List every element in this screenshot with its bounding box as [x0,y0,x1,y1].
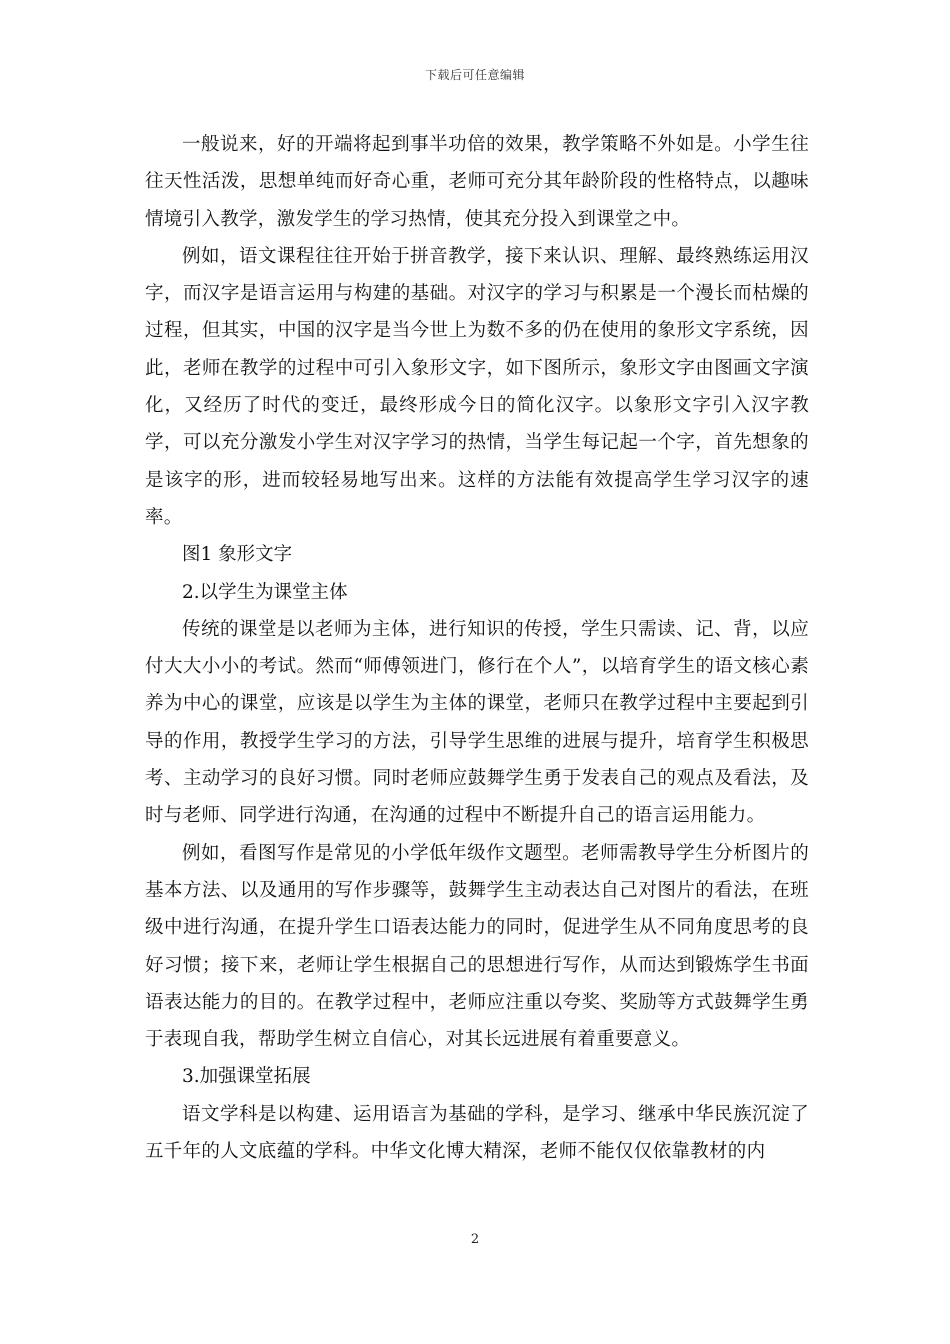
page-number: 2 [470,1232,480,1247]
paragraph-pictograph-example: 例如，语文课程往往开始于拼音教学，接下来认识、理解、最终熟练运用汉字，而汉字是语言运用与构建的基础。对汉字的学习与积累是一个漫长而枯燥的过程，但其实，中国的汉字是当今世上为数不多的仍在使用的象形文字系统，因此，老师在教学的过程中可引入象形文字，如下图所示，象形文字由图画文字演化，又经历了时代的变迁，最终形成今日的简化汉字。以象形文字引入汉字教学，可以充分激发小学生对汉字学习的热情，当学生每记起一个字，首先想象的是该字的形，进而较轻易地写出来。这样的方法能有效提高学生学习汉字的速率。 [145,245,809,528]
paragraph-picture-writing-example: 例如，看图写作是常见的小学低年级作文题型。老师需教导学生分析图片的基本方法、以及通用的写作步骤等，鼓舞学生主动表达自己对图片的看法，在班级中进行沟通，在提升学生口语表达能力的同时，促进学生从不同角度思考的良好习惯；接下来，老师让学生根据自己的思想进行写作，从而达到锻炼学生书面语表达能力的目的。在教学过程中，老师应注重以夸奖、奖励等方式鼓舞学生勇于表现自我，帮助学生树立自信心，对其长远进展有着重要意义。 [145,842,809,1051]
figure-caption: 图1 象形文字 [182,544,293,566]
section-heading-student-centered: 2.以学生为课堂主体 [182,581,348,603]
document-body [145,126,809,1170]
paragraph-classroom-extension: 语文学科是以构建、运用语言为基础的学科，是学习、继承中华民族沉淀了五千年的人文底蕴的学科。中华文化博大精深，老师不能仅仅依靠教材的内 [145,1103,809,1163]
paragraph-intro: 一般说来，好的开端将起到事半功倍的效果，教学策略不外如是。小学生往往天性活泼，思想单纯而好奇心重，老师可充分其年龄阶段的性格特点，以趣味情境引入教学，激发学生的学习热情，使其充分投入到课堂之中。 [145,134,809,230]
paragraph-student-centered: 传统的课堂是以老师为主体，进行知识的传授，学生只需读、记、背，以应付大大小小的考试。然而“师傅领进门，修行在个人”，以培育学生的语文核心素养为中心的课堂，应该是以学生为主体的课堂，老师只在教学过程中主要起到引导的作用，教授学生学习的方法，引导学生思维的进展与提升，培育学生积极思考、主动学习的良好习惯。同时老师应鼓舞学生勇于发表自己的观点及看法，及时与老师、同学进行沟通，在沟通的过程中不断提升自己的语言运用能力。 [145,618,809,827]
section-heading-classroom-extension: 3.加强课堂拓展 [182,1066,311,1088]
page-header-note: 下载后可任意编辑 [424,68,525,82]
